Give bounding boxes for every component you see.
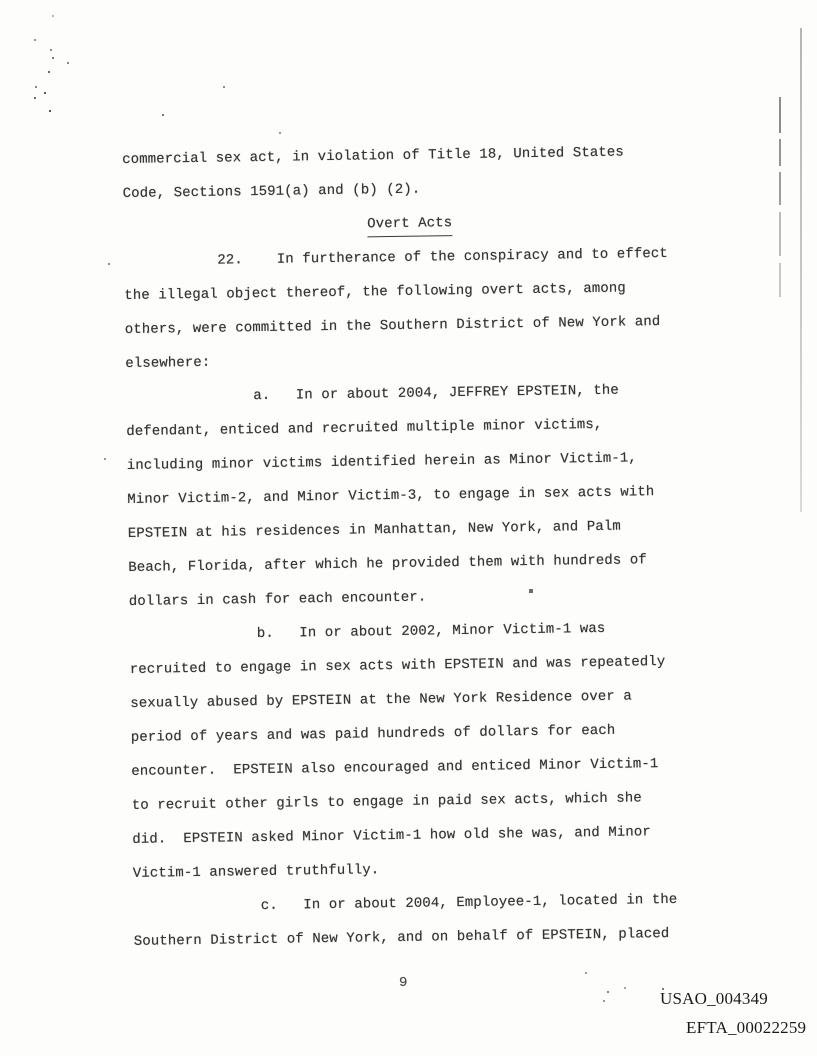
scan-artifact-dash — [779, 97, 781, 133]
document-line: dollars in cash for each encounter. — [128, 589, 427, 610]
document-line: c. In or about 2004, Employee-1, located in the — [133, 891, 678, 916]
document-line: encounter. EPSTEIN also encouraged and enticed Minor Victim-1 — [131, 756, 659, 780]
scan-artifact-dash — [779, 139, 781, 166]
document-line: commercial sex act, in violation of Title 18, United States — [122, 144, 624, 168]
section-heading-text: Overt Acts — [367, 213, 452, 237]
document-line: defendant, enticed and recruited multiple minor victims, — [126, 416, 603, 440]
typewritten-text-block — [122, 135, 706, 959]
document-line: period of years and was paid hundreds of dollars for each — [130, 722, 616, 746]
bates-stamp-usao: USAO_004349 — [660, 989, 768, 1008]
scan-artifact-dash — [779, 172, 781, 205]
document-line: did. EPSTEIN asked Minor Victim-1 how old she was, and Minor — [132, 824, 651, 848]
document-line: Minor Victim-2, and Minor Victim-3, to engage in sex acts with — [127, 484, 655, 508]
document-line: b. In or about 2002, Minor Victim-1 was — [129, 620, 606, 644]
scan-artifact-specks — [0, 0, 2, 2]
document-line: EPSTEIN at his residences in Manhattan, New York, and Palm — [127, 518, 621, 542]
document-line: the illegal object thereof, the following overt acts, among — [124, 280, 626, 304]
document-line: elsewhere: — [125, 354, 211, 372]
document-line: to recruit other girls to engage in paid sex acts, which she — [131, 790, 642, 814]
document-line: including minor victims identified herein as Minor Victim-1, — [126, 450, 637, 474]
scan-artifact-dash — [779, 263, 781, 297]
document-line: Beach, Florida, after which he provided them with hundreds of — [128, 552, 647, 576]
scan-artifact-dash — [779, 212, 781, 256]
bates-stamp-efta: EFTA_00022259 — [686, 1018, 807, 1037]
document-line: sexually abused by EPSTEIN at the New York Residence over a — [130, 688, 632, 712]
document-line: Southern District of New York, and on behalf of EPSTEIN, placed — [133, 925, 670, 950]
page-number: 9 — [399, 975, 408, 991]
document-line: 22. In furtherance of the conspiracy and to effect — [123, 245, 668, 270]
document-line: Victim-1 answered truthfully. — [132, 862, 380, 882]
document-line: Code, Sections 1591(a) and (b) (2). — [122, 181, 421, 202]
document-line: recruited to engage in sex acts with EPSTEIN and was repeatedly — [129, 653, 666, 678]
document-line: others, were committed in the Southern District of New York and — [124, 314, 661, 338]
scan-artifact-vertical-line — [800, 28, 802, 512]
document-line: a. In or about 2004, JEFFREY EPSTEIN, the — [125, 382, 619, 406]
